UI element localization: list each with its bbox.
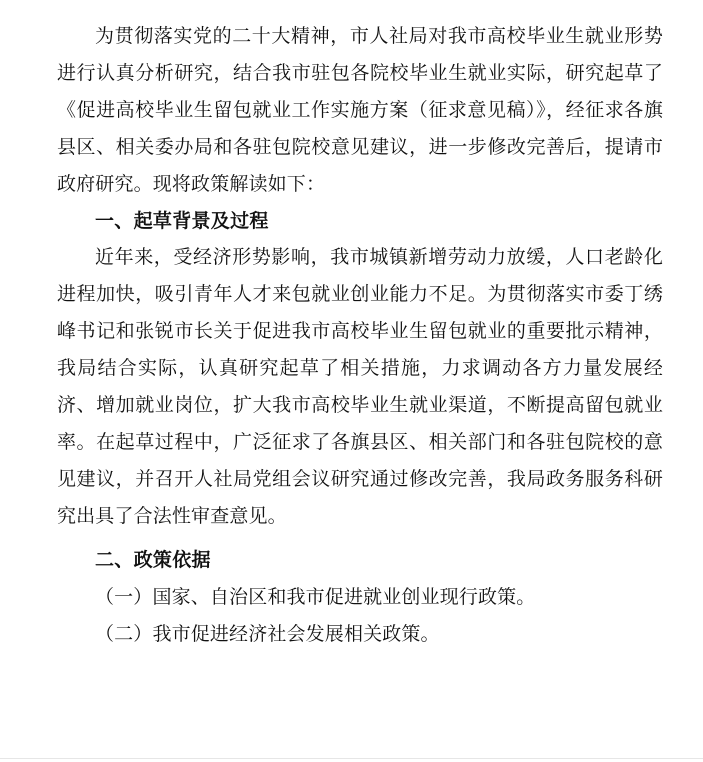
- background-paragraph: 近年来，受经济形势影响，我市城镇新增劳动力放缓，人口老龄化进程加快，吸引青年人才来包就业创业能力不足。为贯彻落实市委丁绣峰书记和张锐市长关于促进我市高校毕业生留包就业的重要批示精神，我局结合实际，认真研究起草了相关措施，力求调动各方力量发展经济、增加就业岗位，扩大我市高校毕业生就业渠道，不断提高留包就业率。在起草过程中，广泛征求了各旗县区、相关部门和各驻包院校的意见建议，并召开人社局党组会议研究通过修改完善，我局政务服务科研究出具了合法性审查意见。: [57, 246, 663, 527]
- policy-basis-item: （一）国家、自治区和我市促进就业创业现行政策。: [95, 585, 536, 608]
- intro-paragraph: 为贯彻落实党的二十大精神，市人社局对我市高校毕业生就业形势进行认真分析研究，结合我市驻包各院校毕业生就业实际，研究起草了《促进高校毕业生留包就业工作实施方案（征求意见稿）》，经征求各旗县区、相关委办局和各驻包院校意见建议，进一步修改完善后，提请市政府研究。现将政策解读如下：: [57, 25, 663, 195]
- section-heading-policy-basis: 二、政策依据: [95, 548, 211, 571]
- section-spacer: [57, 535, 663, 542]
- policy-basis-item: （二）我市促进经济社会发展相关政策。: [95, 622, 440, 645]
- section-heading-background: 一、起草背景及过程: [95, 209, 269, 232]
- page-bottom-divider: [0, 758, 703, 759]
